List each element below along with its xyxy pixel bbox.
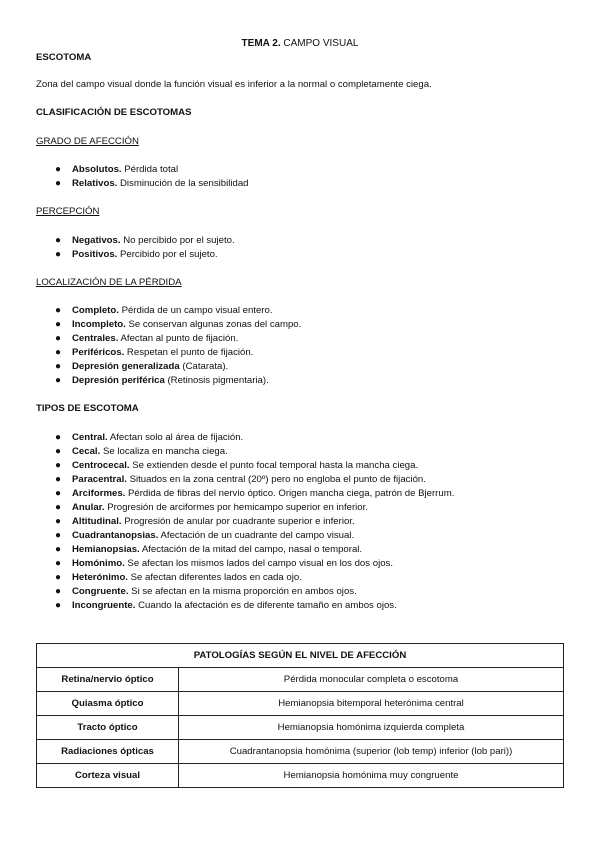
list-item-term: Incompleto. <box>72 319 126 330</box>
bullet-icon: ● <box>55 474 62 485</box>
list-tipos <box>36 431 564 613</box>
list-item <box>36 360 564 374</box>
list-item-desc: Progresión de arciformes por hemicampo superior en inferior. <box>104 502 368 513</box>
list-percepcion <box>36 234 564 262</box>
table-header-row <box>37 644 564 668</box>
bullet-icon: ● <box>55 502 62 513</box>
list-item <box>36 459 564 473</box>
bullet-icon: ● <box>55 249 62 260</box>
list-item-term: Incongruente. <box>72 600 136 611</box>
list-item-desc: Pérdida total <box>121 164 179 175</box>
list-item <box>36 318 564 332</box>
list-item-term: Absolutos. <box>72 164 122 175</box>
list-item-desc: Pérdida de fibras del nervio óptico. Origen mancha ciega, patrón de Bjerrum. <box>125 488 455 499</box>
list-item <box>36 501 564 515</box>
list-item <box>36 332 564 346</box>
list-item-desc: Progresión de anular por cuadrante superior e inferior. <box>121 516 355 527</box>
title-bold: TEMA 2. <box>241 38 281 49</box>
table-cell-patologia: Pérdida monocular completa o escotoma <box>179 668 564 692</box>
table-header: PATOLOGÍAS SEGÚN EL NIVEL DE AFECCIÓN <box>37 644 564 668</box>
list-item-desc: Se localiza en mancha ciega. <box>100 446 228 457</box>
list-item <box>36 557 564 571</box>
list-item-term: Centrocecal. <box>72 460 130 471</box>
title-rest: CAMPO VISUAL <box>280 38 359 49</box>
list-item-term: Relativos. <box>72 178 118 189</box>
list-item-term: Centrales. <box>72 333 119 344</box>
table-row <box>37 668 564 692</box>
list-item-term: Depresión periférica <box>72 375 165 386</box>
list-item-term: Negativos. <box>72 235 121 246</box>
list-item-desc: Cuando la afectación es de diferente tamaño en ambos ojos. <box>135 600 397 611</box>
list-item <box>36 599 564 613</box>
table-cell-nivel: Tracto óptico <box>37 716 179 740</box>
patologias-table <box>36 643 564 788</box>
list-item <box>36 234 564 248</box>
list-item-term: Cecal. <box>72 446 101 457</box>
list-item-desc: Se afectan diferentes lados en cada ojo. <box>127 572 302 583</box>
escotoma-definition: Zona del campo visual donde la función visual es inferior a la normal o completamente ciega. <box>36 79 432 90</box>
list-item <box>36 585 564 599</box>
list-item-term: Paracentral. <box>72 474 127 485</box>
list-item-desc: Situados en la zona central (20º) pero no engloba el punto de fijación. <box>126 474 426 485</box>
list-item-desc: Afectación de un cuadrante del campo visual. <box>158 530 355 541</box>
table-row <box>37 740 564 764</box>
bullet-icon: ● <box>55 516 62 527</box>
bullet-icon: ● <box>55 488 62 499</box>
list-item <box>36 445 564 459</box>
table-body <box>37 668 564 788</box>
list-item-desc: Se afectan los mismos lados del campo visual en los dos ojos. <box>124 558 393 569</box>
bullet-icon: ● <box>55 235 62 246</box>
table-cell-nivel: Radiaciones ópticas <box>37 740 179 764</box>
list-item-term: Central. <box>72 432 108 443</box>
list-item-desc: No percibido por el sujeto. <box>120 235 235 246</box>
subheading-grado: GRADO DE AFECCIÓN <box>36 136 139 147</box>
list-item <box>36 304 564 318</box>
list-item-desc: Percibido por el sujeto. <box>117 249 218 260</box>
list-item <box>36 346 564 360</box>
bullet-icon: ● <box>55 347 62 358</box>
list-item <box>36 177 564 191</box>
list-item-term: Depresión generalizada <box>72 361 180 372</box>
bullet-icon: ● <box>55 319 62 330</box>
table-row <box>37 764 564 788</box>
page-title <box>36 38 564 49</box>
list-item <box>36 248 564 262</box>
list-item-term: Altitudinal. <box>72 516 122 527</box>
list-item-desc: Se conservan algunas zonas del campo. <box>125 319 302 330</box>
list-item <box>36 571 564 585</box>
list-item-desc: Si se afectan en la misma proporción en ambos ojos. <box>128 586 357 597</box>
list-item-desc: Se extienden desde el punto focal temporal hasta la mancha ciega. <box>129 460 419 471</box>
section-heading-escotoma: ESCOTOMA <box>36 52 92 63</box>
bullet-icon: ● <box>55 375 62 386</box>
list-item-term: Periféricos. <box>72 347 125 358</box>
bullet-icon: ● <box>55 600 62 611</box>
bullet-icon: ● <box>55 586 62 597</box>
list-item <box>36 163 564 177</box>
list-item-term: Cuadrantanopsias. <box>72 530 159 541</box>
table-cell-nivel: Corteza visual <box>37 764 179 788</box>
list-item-desc: Afectan solo al área de fijación. <box>107 432 244 443</box>
list-localizacion <box>36 304 564 388</box>
list-item <box>36 374 564 388</box>
table-row <box>37 692 564 716</box>
list-item-desc: Pérdida de un campo visual entero. <box>118 305 273 316</box>
section-heading-tipos: TIPOS DE ESCOTOMA <box>36 403 139 414</box>
list-item-desc: Afectación de la mitad del campo, nasal o temporal. <box>139 544 363 555</box>
list-item <box>36 515 564 529</box>
bullet-icon: ● <box>55 558 62 569</box>
list-item <box>36 529 564 543</box>
list-item <box>36 473 564 487</box>
list-item-term: Hemianopsias. <box>72 544 140 555</box>
subheading-localizacion: LOCALIZACIÓN DE LA PÉRDIDA <box>36 277 182 288</box>
list-item-term: Arciformes. <box>72 488 126 499</box>
list-item-term: Completo. <box>72 305 119 316</box>
bullet-icon: ● <box>55 460 62 471</box>
list-item-term: Positivos. <box>72 249 118 260</box>
list-item-desc: (Retinosis pigmentaria). <box>164 375 269 386</box>
table-cell-patologia: Hemianopsia bitemporal heterónima central <box>179 692 564 716</box>
table-cell-nivel: Retina/nervio óptico <box>37 668 179 692</box>
list-item-term: Congruente. <box>72 586 129 597</box>
bullet-icon: ● <box>55 572 62 583</box>
list-item <box>36 487 564 501</box>
bullet-icon: ● <box>55 544 62 555</box>
bullet-icon: ● <box>55 361 62 372</box>
table-cell-patologia: Hemianopsia homónima muy congruente <box>179 764 564 788</box>
bullet-icon: ● <box>55 178 62 189</box>
table-row <box>37 716 564 740</box>
subheading-percepcion: PERCEPCIÓN <box>36 206 100 217</box>
bullet-icon: ● <box>55 530 62 541</box>
list-item-desc: Afectan al punto de fijación. <box>118 333 239 344</box>
bullet-icon: ● <box>55 432 62 443</box>
table-cell-patologia: Hemianopsia homónima izquierda completa <box>179 716 564 740</box>
bullet-icon: ● <box>55 446 62 457</box>
bullet-icon: ● <box>55 164 62 175</box>
list-item <box>36 543 564 557</box>
list-grado <box>36 163 564 191</box>
list-item-term: Heterónimo. <box>72 572 128 583</box>
table-cell-nivel: Quiasma óptico <box>37 692 179 716</box>
list-item-desc: (Catarata). <box>179 361 229 372</box>
list-item <box>36 431 564 445</box>
list-item-term: Anular. <box>72 502 105 513</box>
bullet-icon: ● <box>55 305 62 316</box>
bullet-icon: ● <box>55 333 62 344</box>
list-item-desc: Disminución de la sensibilidad <box>117 178 249 189</box>
table-cell-patologia: Cuadrantanopsia homónima (superior (lob temp) inferior (lob pari)) <box>179 740 564 764</box>
section-heading-clasificacion: CLASIFICACIÓN DE ESCOTOMAS <box>36 107 192 118</box>
list-item-term: Homónimo. <box>72 558 125 569</box>
list-item-desc: Respetan el punto de fijación. <box>124 347 254 358</box>
